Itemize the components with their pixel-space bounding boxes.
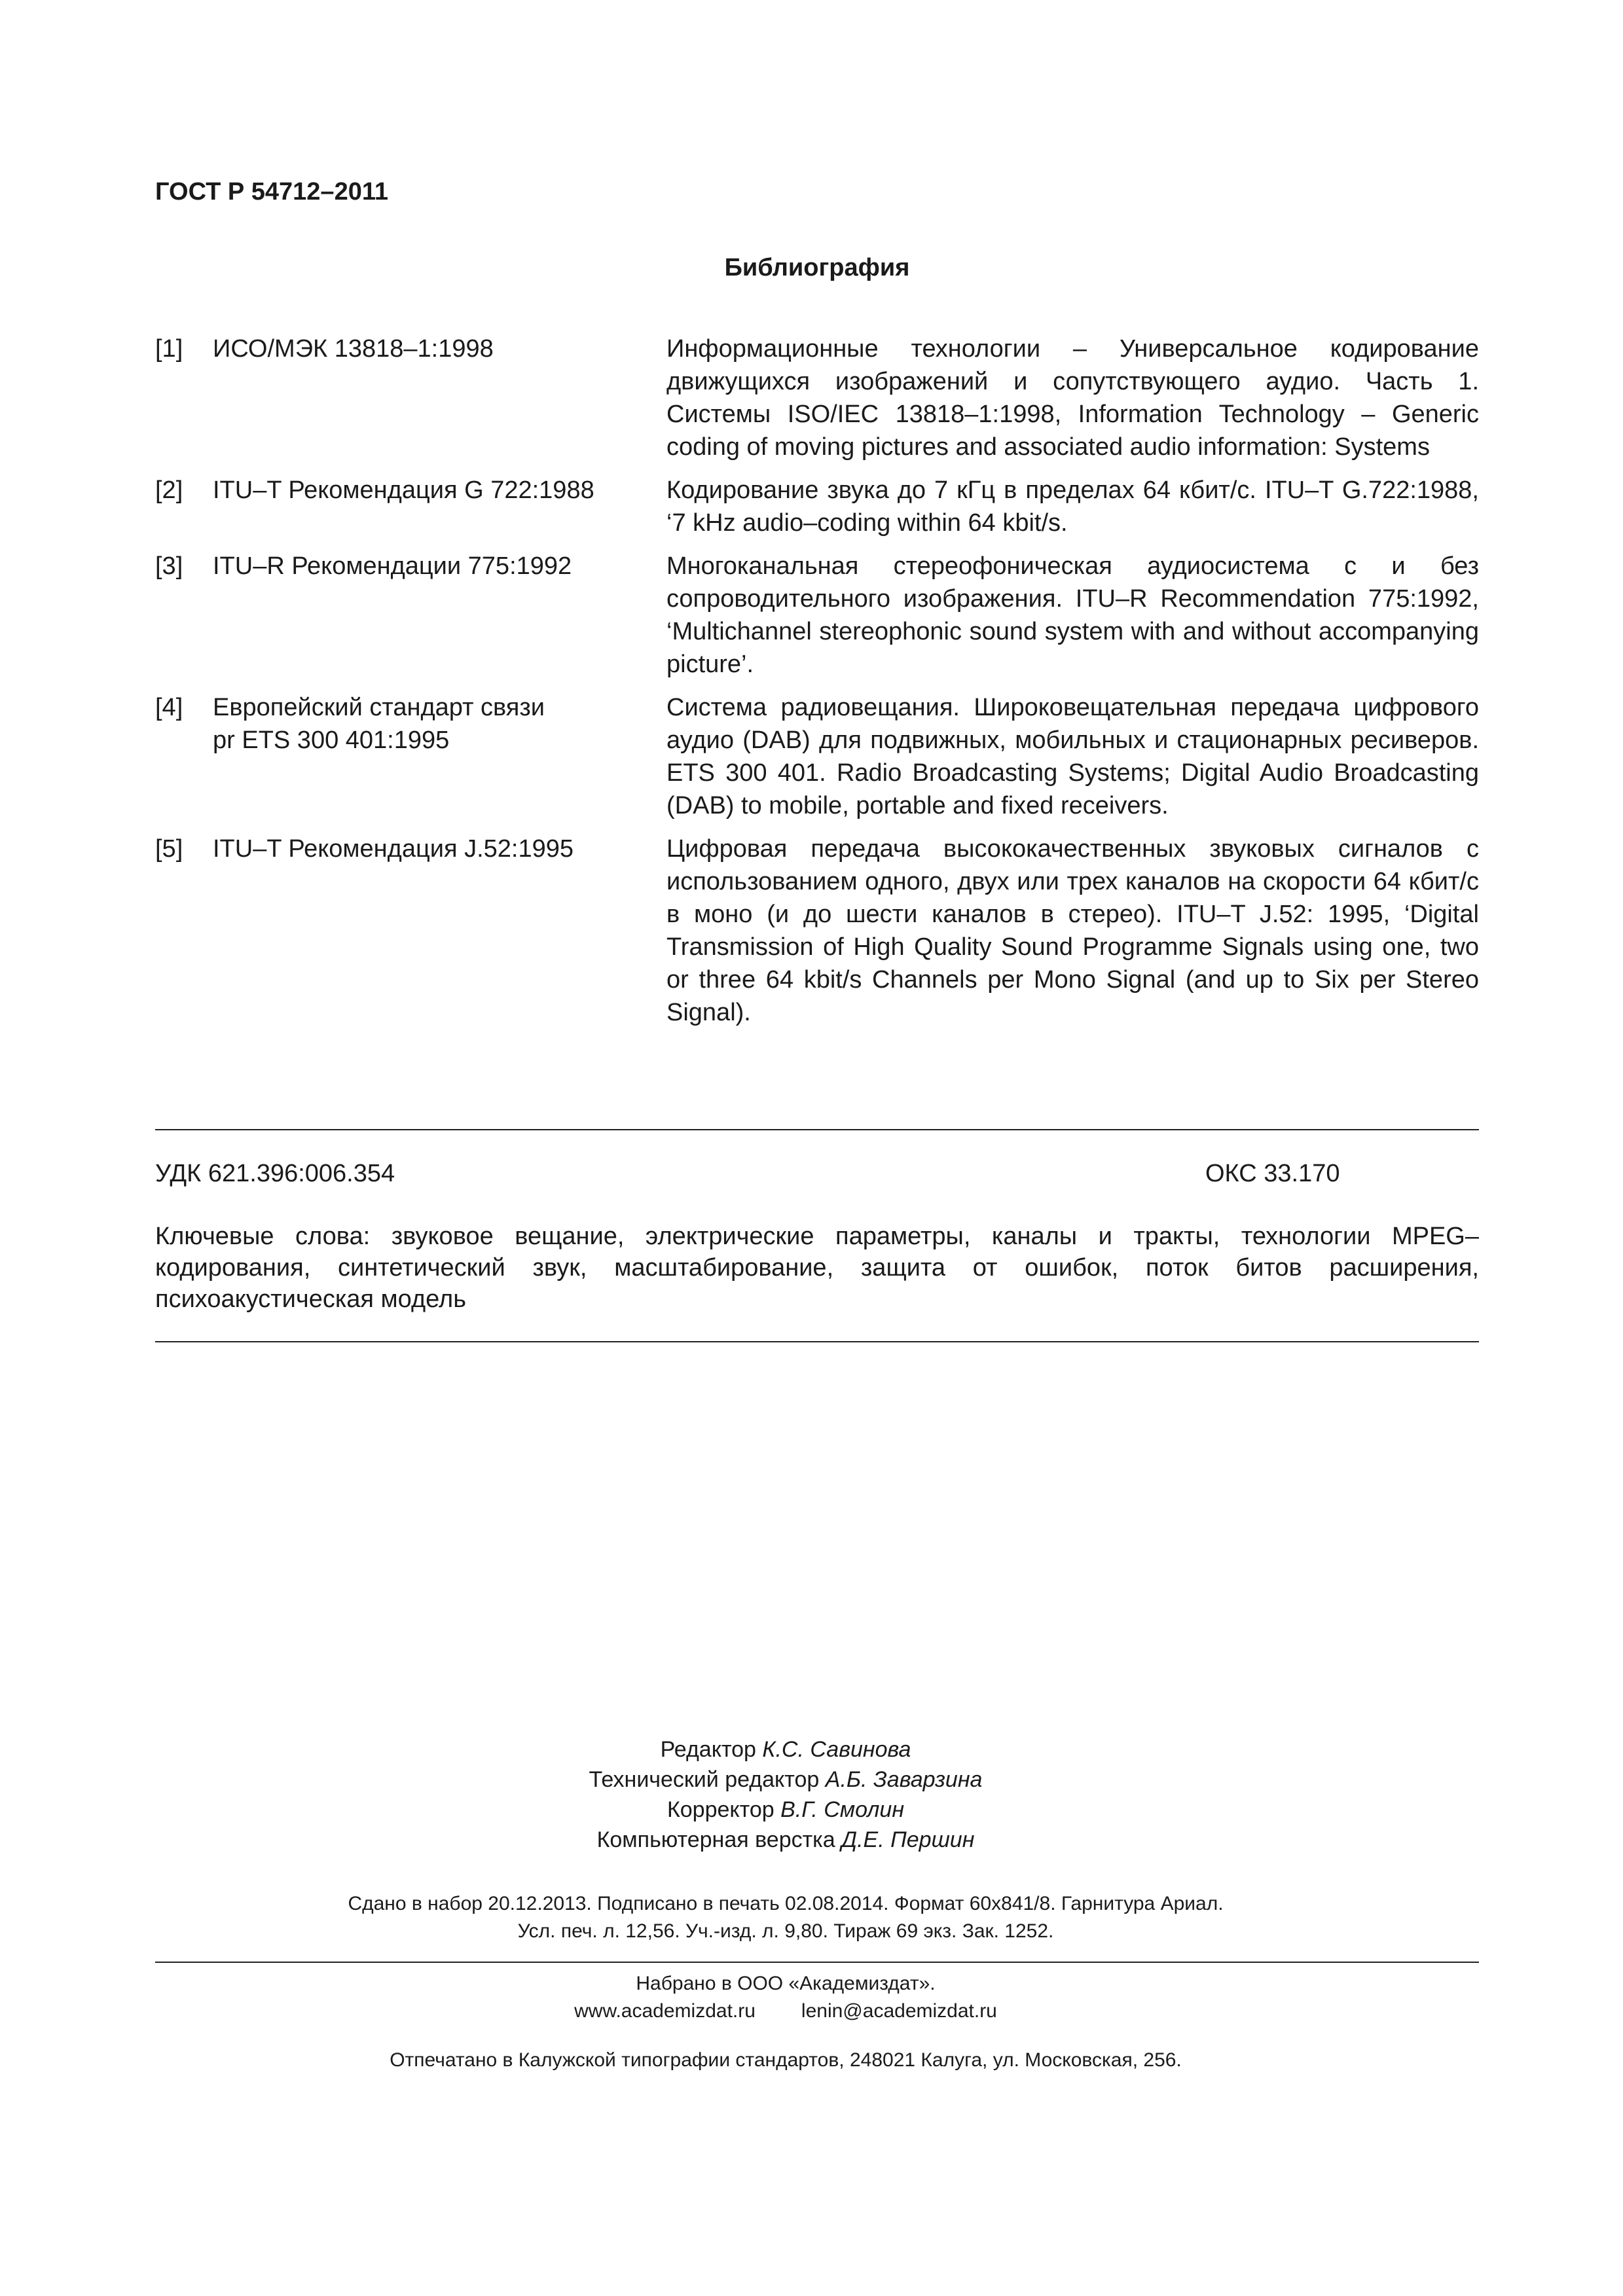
contacts-line [0, 1998, 1571, 2025]
typeset-line: Набрано в ООО «Академиздат». [636, 1973, 936, 1994]
email-text: lenin@academizdat.ru [801, 2000, 997, 2022]
entry-document: ITU–R Рекомендации 775:1992 [213, 552, 572, 580]
bibliography-list [155, 332, 1479, 1039]
entry-document [213, 691, 666, 822]
bibliography-entry [155, 833, 1479, 1029]
entry-number: [5] [155, 835, 183, 863]
oks-code: ОКС 33.170 [1205, 1160, 1340, 1187]
typeset-block [0, 1970, 1571, 2025]
entry-document: ITU–T Рекомендация G 722:1988 [213, 476, 594, 504]
credit-layout [0, 1825, 1571, 1855]
entry-number: [1] [155, 335, 183, 363]
entry-document: ITU–T Рекомендация J.52:1995 [213, 835, 574, 863]
credit-name: Д.Е. Першин [841, 1827, 975, 1852]
credit-proofreader [0, 1795, 1571, 1825]
credit-name: А.Б. Заварзина [825, 1767, 983, 1792]
credit-name: К.С. Савинова [762, 1737, 911, 1762]
imprint-line: Сдано в набор 20.12.2013. Подписано в печать 02.08.2014. Формат 60х841/8. Гарнитура Ариал. [348, 1893, 1224, 1914]
bibliography-entry [155, 550, 1479, 681]
bibliography-entry [155, 332, 1479, 463]
entry-description: Кодирование звука до 7 кГц в пределах 64 кбит/с. ITU–T G.722:1988, ‘7 kHz audio–coding within 64 kbit/s. [666, 476, 1479, 537]
credit-name: В.Г. Смолин [780, 1797, 905, 1822]
udk-code: УДК 621.396:006.354 [155, 1160, 395, 1187]
entry-document: ИСО/МЭК 13818–1:1998 [213, 335, 494, 363]
entry-description: Многоканальная стереофоническая аудиосистема с и без сопроводительного изображения. ITU–R Recommendation 775:1992, ‘Multichannel stereophonic sound system with and without accompanying picture’. [666, 552, 1479, 678]
divider-top [155, 1129, 1479, 1130]
credit-role: Корректор [666, 1797, 781, 1822]
document-code: ГОСТ Р 54712–2011 [155, 178, 389, 206]
credit-role: Технический редактор [589, 1767, 826, 1792]
divider-keywords [155, 1341, 1479, 1342]
divider-imprint [155, 1962, 1479, 1963]
keywords: Ключевые слова: звуковое вещание, электрические параметры, каналы и тракты, технологии MPEG–кодирования, синтетический звук, масштабирование, защита от ошибок, поток битов расширения, психоакустическая модель [155, 1223, 1479, 1313]
entry-document-line: Европейский стандарт связи [213, 694, 545, 721]
entry-number: [3] [155, 552, 183, 580]
entry-document-line: pr ETS 300 401:1995 [213, 726, 450, 754]
document-page [155, 0, 1479, 2296]
credit-role: Редактор [660, 1737, 763, 1762]
bibliography-entry [155, 691, 1479, 822]
bibliography-entry [155, 474, 1479, 539]
credit-editor [0, 1734, 1571, 1765]
credit-tech-editor [0, 1765, 1571, 1795]
bibliography-title: Библиография [724, 254, 910, 281]
printed-line: Отпечатано в Калужской типографии стандартов, 248021 Калуга, ул. Московская, 256. [390, 2049, 1182, 2071]
credit-role: Компьютерная верстка [596, 1827, 842, 1852]
entry-description: Система радиовещания. Широковещательная передача цифрового аудио (DAB) для подвижных, мобильных и стационарных ресиверов. ETS 300 401. Radio Broadcasting Systems; Digital Audio Broadcasting (DAB) to mobile, portable and fixed receivers. [666, 694, 1479, 819]
credits-block [0, 1734, 1571, 1855]
entry-number: [2] [155, 476, 183, 504]
entry-description: Цифровая передача высококачественных звуковых сигналов с использованием одного, двух или трех каналов на скорости 64 кбит/с в моно (и до шести каналов в стерео). ITU–T J.52: 1995, ‘Digital Transmission of High Quality Sound Programme Signals using one, two or three 64 kbit/s Channels per Mono Signal (and up to Six per Stereo Signal). [666, 835, 1479, 1026]
imprint-block [0, 1890, 1571, 1945]
website-text: www.academizdat.ru [574, 2000, 756, 2022]
entry-description: Информационные технологии – Универсальное кодирование движущихся изображений и сопутствующего аудио. Часть 1. Системы ISO/IEC 13818–1:1998, Information Technology – Generic coding of moving pictures and associated audio information: Systems [666, 335, 1479, 461]
entry-number: [4] [155, 694, 183, 721]
imprint-line: Усл. печ. л. 12,56. Уч.-изд. л. 9,80. Тираж 69 экз. Зак. 1252. [517, 1920, 1054, 1942]
